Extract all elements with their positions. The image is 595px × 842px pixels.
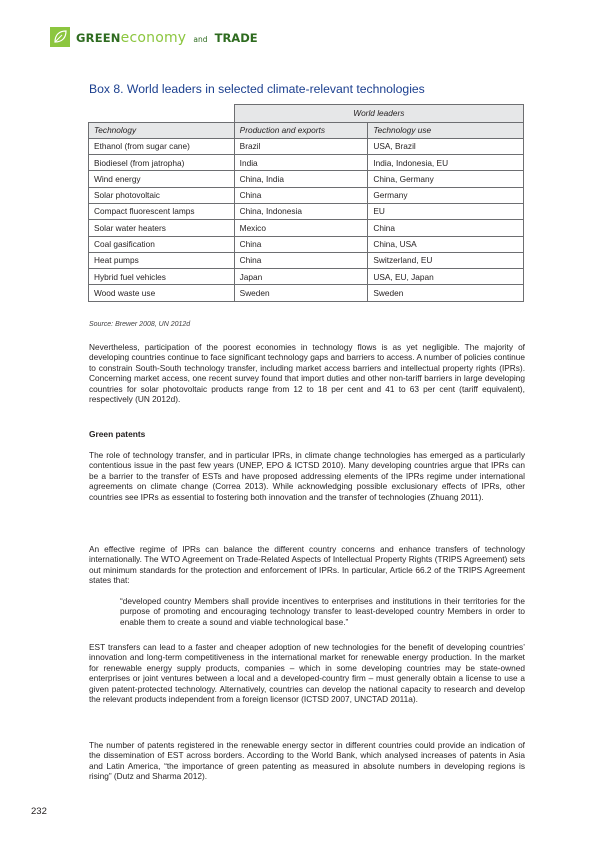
subheading-green-patents: Green patents: [89, 429, 146, 439]
table-cell: Wind energy: [89, 171, 235, 187]
table-cell: USA, Brazil: [368, 138, 524, 154]
table-cell: Solar photovoltaic: [89, 187, 235, 203]
brand-economy: economy: [120, 30, 187, 46]
paragraph-3-text: An effective regime of IPRs can balance the different country concerns and enhance transfers of technology internationally. The WTO Agreement on Trade-Related Aspects of Intellectual Property Rights (TRIPS Agreement) sets out minimum standards for the protection and enforcement of IPRs. In particular, Article 66.2 of the TRIPS Agreement states that:: [89, 544, 525, 586]
table-cell: China: [234, 252, 368, 268]
table-corner: [89, 105, 235, 123]
table-cell: EU: [368, 203, 524, 219]
paragraph-4: [89, 642, 525, 704]
table-row: [89, 138, 524, 154]
table-row: [89, 220, 524, 236]
paragraph-1-text: Nevertheless, participation of the poorest economies in technology flows is as yet negligible. The majority of developing countries continue to face significant technology gaps and barriers to access. A number of policies continue to constrain South-South technology transfer, including market access barriers and intellectual property rights (IPRs). Concerning market access, one recent survey found that import duties and other non-tariff barriers in large developing countries for solar photovoltaic products range from 12 to 18 per cent and 41 to 63 per cent (tariff equivalent), respectively (UN 2012d).: [89, 342, 525, 405]
table-row: [89, 155, 524, 171]
table-cell: Biodiesel (from jatropha): [89, 155, 235, 171]
brand-green: GREEN: [76, 31, 121, 45]
table-cell: Compact fluorescent lamps: [89, 203, 235, 219]
table-row: [89, 285, 524, 301]
box-title: Box 8. World leaders in selected climate-relevant technologies: [89, 82, 425, 96]
paragraph-2: [89, 450, 525, 502]
table-source: Source: Brewer 2008, UN 2012d: [89, 321, 191, 328]
table-cell: Coal gasification: [89, 236, 235, 252]
column-header-production: Production and exports: [234, 122, 368, 138]
table-cell: China, Indonesia: [234, 203, 368, 219]
paragraph-4-text: EST transfers can lead to a faster and cheaper adoption of new technologies for the benefit of developing countries’ innovation and long-term competitiveness in the international market for renewable energy production. In the market for renewable energy supply products, companies – which in some developing countries may be state-owned enterprises or joint ventures between a local and a developed-country firm – must generally obtain a license to use a given patent-protected technology. Alternatively, countries can develop the national capacity to research and develop the relevant products independent from a foreign licensor (ICTSD 2007, UNCTAD 2011a).: [89, 642, 525, 705]
table-cell: China, Germany: [368, 171, 524, 187]
table-row: [89, 171, 524, 187]
table-cell: China: [368, 220, 524, 236]
table-cell: Japan: [234, 269, 368, 285]
group-header: World leaders: [234, 105, 523, 123]
publication-brand: [76, 29, 258, 48]
paragraph-5: [89, 740, 525, 782]
world-leaders-table: [88, 104, 524, 302]
table-row: [89, 236, 524, 252]
table-cell: Heat pumps: [89, 252, 235, 268]
brand-and: and: [193, 35, 208, 44]
column-header-technology: Technology: [89, 122, 235, 138]
page-number: 232: [31, 806, 47, 817]
table-cell: China, India: [234, 171, 368, 187]
table-row: [89, 203, 524, 219]
table-cell: Wood waste use: [89, 285, 235, 301]
paragraph-5-text: The number of patents registered in the renewable energy sector in different countries could provide an indication of the dissemination of EST across borders. According to the World Bank, which analysed increases of patents in Asia and Latin America, “the importance of green patenting as measured in absolute numbers in developing regions is rising” (Dutz and Sharma 2012).: [89, 740, 525, 782]
table-cell: India: [234, 155, 368, 171]
table-cell: Ethanol (from sugar cane): [89, 138, 235, 154]
table-cell: Sweden: [234, 285, 368, 301]
brand-trade: TRADE: [214, 31, 258, 45]
table-cell: USA, EU, Japan: [368, 269, 524, 285]
table-cell: Switzerland, EU: [368, 252, 524, 268]
paragraph-1: [89, 342, 525, 404]
table-row: [89, 269, 524, 285]
table-cell: Solar water heaters: [89, 220, 235, 236]
table-row: [89, 187, 524, 203]
paragraph-3: [89, 544, 525, 586]
table-cell: India, Indonesia, EU: [368, 155, 524, 171]
table-cell: Brazil: [234, 138, 368, 154]
table-row: [89, 252, 524, 268]
table-body: [89, 138, 524, 301]
table-cell: China, USA: [368, 236, 524, 252]
table-cell: China: [234, 187, 368, 203]
paragraph-2-text: The role of technology transfer, and in particular IPRs, in climate change technologies has emerged as a particularly contentious issue in the past few years (UNEP, EPO & ICTSD 2010). Many developing countries argue that IPRs can be a barrier to the transfer of ESTs and have proposed addressing elements of the IPRs regime under international agreements on climate change (Correa 2013). While acknowledging possible exclusionary effects of IPRs, other countries see IPRs as essential to fostering both innovation and the transfer of technologies (Zhuang 2011).: [89, 450, 525, 502]
table-cell: China: [234, 236, 368, 252]
table-cell: Sweden: [368, 285, 524, 301]
table-cell: Germany: [368, 187, 524, 203]
table-cell: Mexico: [234, 220, 368, 236]
column-header-use: Technology use: [368, 122, 524, 138]
leaf-icon: [50, 27, 70, 47]
table-cell: Hybrid fuel vehicles: [89, 269, 235, 285]
trips-quote: “developed country Members shall provide incentives to enterprises and institutions in their territories for the purpose of promoting and encouraging technology transfer to least-developed country Members in order to enable them to create a sound and viable technological base.”: [120, 596, 525, 627]
